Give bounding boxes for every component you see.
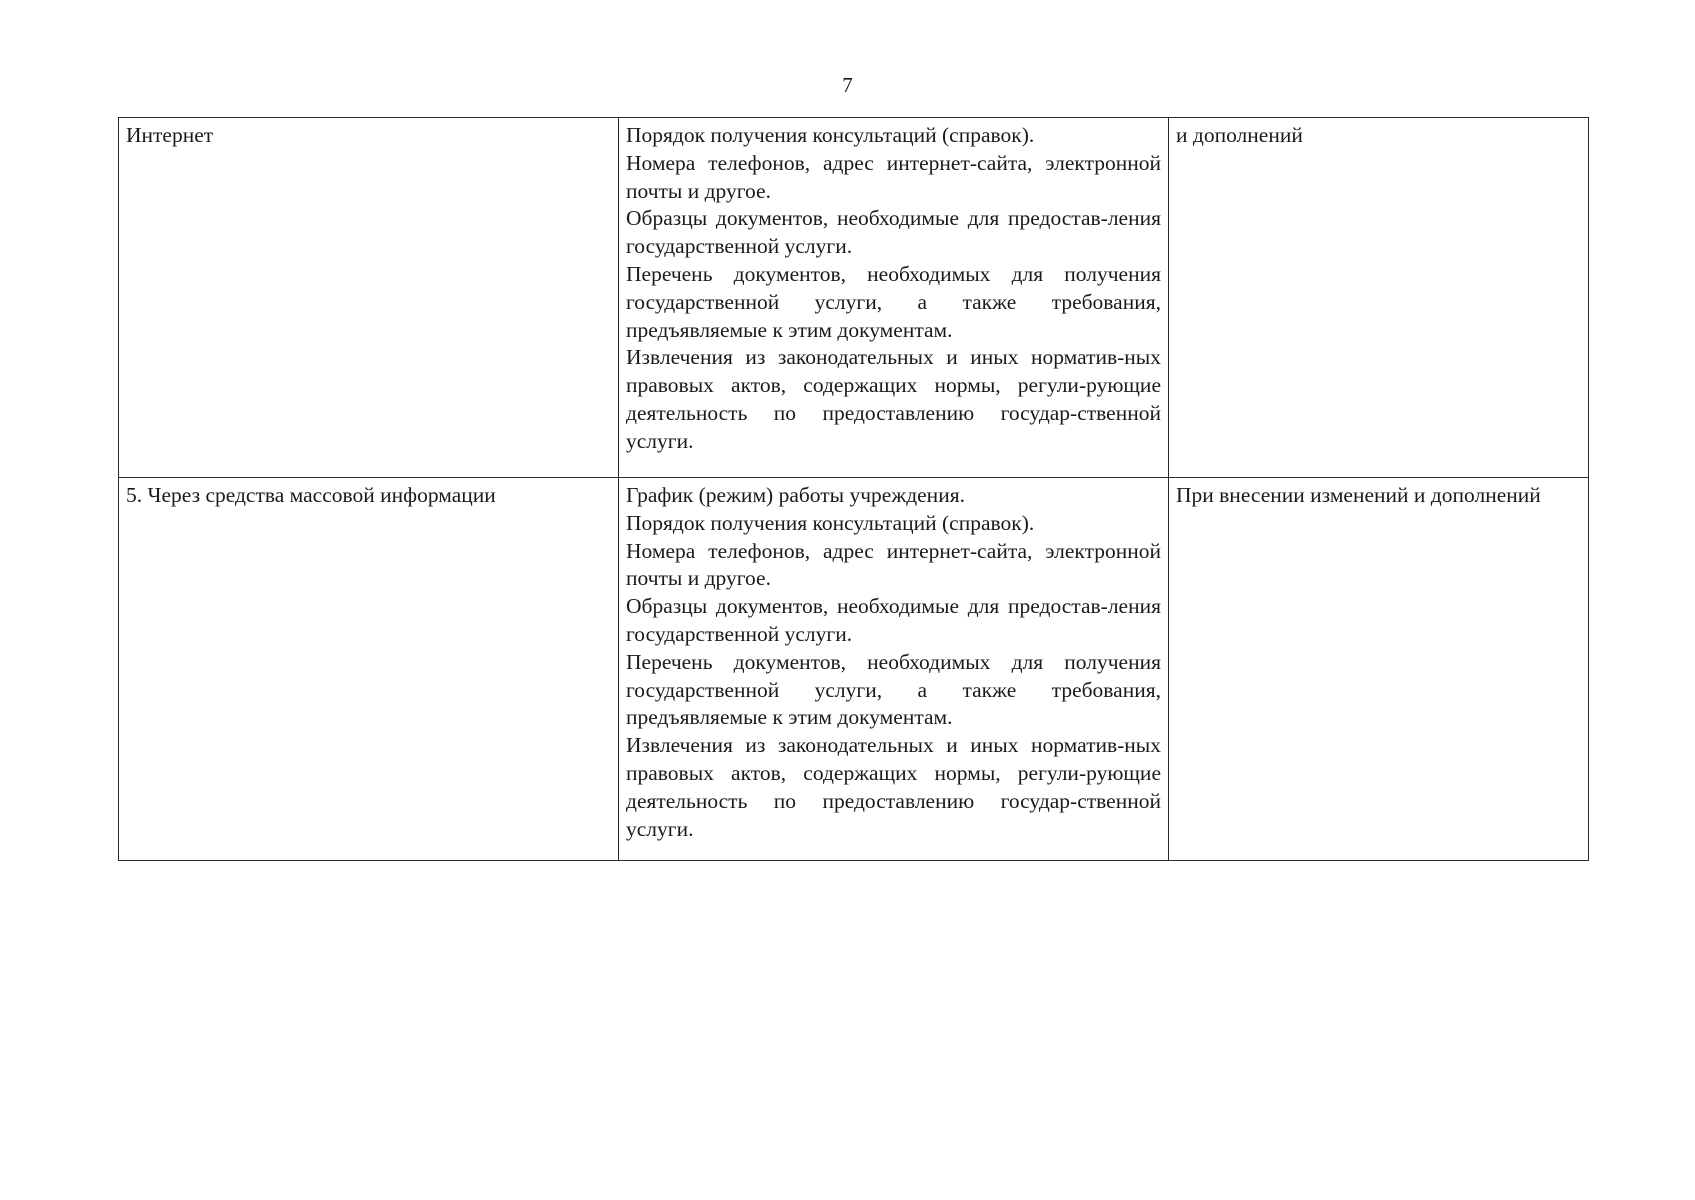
content-item: Номера телефонов, адрес интернет-сайта, электронной почты и другое. bbox=[626, 538, 1161, 591]
content-item: Извлечения из законодательных и иных норматив-ных правовых актов, содержащих нормы, регули-рующие деятельность по предоставлению государ-ственной услуги. bbox=[626, 733, 1161, 841]
timing-text: При внесении изменений и дополнений bbox=[1176, 483, 1541, 507]
timing-cell bbox=[1169, 478, 1589, 861]
channel-cell bbox=[119, 478, 619, 861]
table-row bbox=[119, 478, 1589, 861]
content-item: Извлечения из законодательных и иных норматив-ных правовых актов, содержащих нормы, регули-рующие деятельность по предоставлению государ-ственной услуги. bbox=[626, 345, 1161, 453]
channel-cell bbox=[119, 118, 619, 478]
timing-cell bbox=[1169, 118, 1589, 478]
content-item: Номера телефонов, адрес интернет-сайта, электронной почты и другое. bbox=[626, 150, 1161, 203]
content-item: Порядок получения консультаций (справок). bbox=[626, 510, 1035, 535]
content-item: Перечень документов, необходимых для получения государственной услуги, а также требования, предъявляемые к этим документам. bbox=[626, 261, 1161, 342]
table-row bbox=[119, 118, 1589, 478]
page-number: 7 bbox=[842, 73, 853, 97]
content-item: Порядок получения консультаций (справок). bbox=[626, 123, 1035, 147]
content-cell bbox=[619, 118, 1169, 478]
content-item: График (режим) работы учреждения. bbox=[626, 483, 965, 507]
content-item: Перечень документов, необходимых для получения государственной услуги, а также требования, предъявляемые к этим документам. bbox=[626, 649, 1161, 730]
channel-text: Интернет bbox=[126, 123, 214, 147]
content-item: Образцы документов, необходимые для предостав-ления государственной услуги. bbox=[626, 594, 1161, 646]
content-item: Образцы документов, необходимые для предостав-ления государственной услуги. bbox=[626, 206, 1161, 259]
content-cell bbox=[619, 478, 1169, 861]
timing-text: и дополнений bbox=[1176, 123, 1303, 147]
information-table bbox=[118, 117, 1589, 861]
channel-text: 5. Через средства массовой информации bbox=[126, 483, 496, 507]
